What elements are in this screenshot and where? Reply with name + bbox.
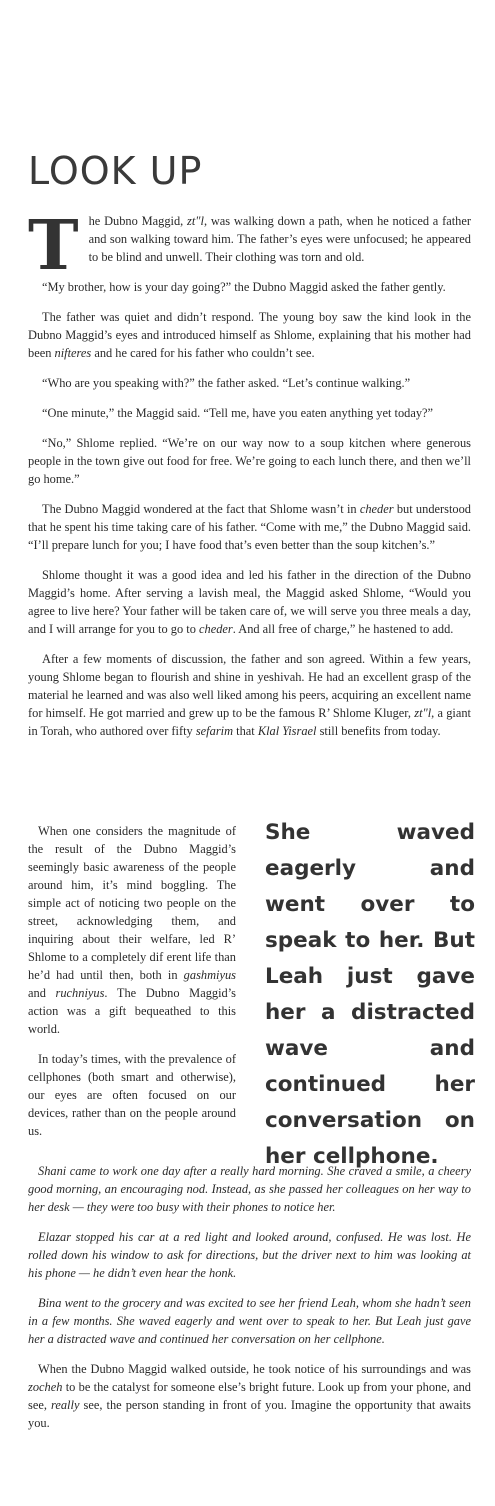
text-run: After a few moments of discussion, the father and son agreed. Within a few years, young Shlome began to flourish and shine in yeshivah. He had an excellent grasp of the material he learned and was also well liked among his peers, acquiring an excellent name for himself. He got married and grew up to be the famous R’ Shlome Kluger, — [28, 652, 471, 720]
intro-section — [28, 206, 471, 752]
text-run-italic: nifteres — [54, 346, 92, 360]
pull-quote: She waved eagerly and went over to speak to her. But Leah just gave her a distracted wave and continued her conversation on her cellphone. — [265, 820, 475, 1169]
text-run: and he cared for his father who couldn’t see. — [91, 346, 315, 360]
intro-paragraph-9 — [28, 650, 471, 740]
text-run-italic: really — [51, 1398, 80, 1412]
intro-paragraph-3 — [28, 308, 471, 362]
intro-paragraph-1 — [28, 206, 471, 286]
story-paragraph-3: Bina went to the grocery and was excited to see her friend Leah, whom she hadn’t seen in a few months. She waved eagerly and went over to speak to her. But Leah just gave her a distracted wave and continued her conversation on her cellphone. — [28, 1296, 471, 1346]
story-paragraph-1: Shani came to work one day after a really hard morning. She craved a smile, a cheery good morning, an encouraging nod. Instead, as she passed her colleagues on her way to her desk — they were too busy with their phones to notice her. — [28, 1164, 471, 1214]
text-run: still benefits from today. — [316, 724, 441, 738]
text-run: The Dubno Maggid wondered at the fact that Shlome wasn’t in — [42, 502, 360, 516]
text-run: , a giant in Torah, who authored over fifty — [28, 706, 471, 738]
text-run: . The Dubno Maggid’s action was a gift bequeathed to this world. — [28, 986, 236, 1036]
intro-paragraph-7 — [28, 500, 471, 554]
left-column — [28, 822, 236, 1152]
intro-paragraph-6: “No,” Shlome replied. “We’re on our way now to a soup kitchen where generous people in the town give out food for free. We’re going to each lunch there, and then we’ll go home.” — [28, 436, 471, 486]
bottom-section — [28, 1162, 471, 1444]
text-run: . And all free of charge,” he hastened to add. — [232, 622, 454, 636]
text-run-italic: cheder — [359, 502, 394, 516]
text-run-italic: cheder — [199, 622, 233, 636]
story-paragraph-2: Elazar stopped his car at a red light and looked around, confused. He was lost. He rolled down his window to ask for directions, but the driver next to him was looking at his phone — he didn’t even hear the honk. — [28, 1230, 471, 1280]
text-run: The father was quiet and didn’t respond. The young boy saw the kind look in the Dubno Maggid’s eyes and introduced himself as Shlome, explaining that his mother had been — [28, 310, 471, 360]
text-run: that — [233, 724, 258, 738]
text-run-italic: gashmiyus — [183, 968, 236, 982]
text-run-italic: zocheh — [28, 1380, 63, 1394]
text-run: and — [28, 986, 56, 1000]
text-run: When one considers the magnitude of the result of the Dubno Maggid’s seemingly basic awareness of the people around him, it’s mind boggling. The simple act of noticing two people on the street, acknowledging them, and inquiring about their welfare, led R’ Shlome to a completely dif erent life than he’d had until then, both in — [28, 824, 236, 982]
drop-cap: T — [28, 206, 79, 286]
left-paragraph-2: In today’s times, with the prevalence of cellphones (both smart and otherwise), our eyes are often focused on our devices, rather than on the people around us. — [28, 1052, 236, 1138]
closing-paragraph — [28, 1360, 471, 1432]
intro-paragraph-2: “My brother, how is your day going?” the Dubno Maggid asked the father gently. — [42, 280, 446, 294]
text-run-italic: sefarim — [195, 724, 234, 738]
text-run: but understood that he spent his time taking care of his father. “Come with me,” the Dubno Maggid said. “I’ll prepare lunch for you; I have food that’s even better than the soup kitchen’s.” — [28, 502, 471, 552]
text-run-italic: zt"l — [414, 706, 432, 720]
text-run: he Dubno Maggid, — [88, 214, 188, 228]
text-run: Shlome thought it was a good idea and led his father in the direction of the Dubno Maggid’s home. After serving a lavish meal, the Maggid asked Shlome, “Would you agree to live here? Your father will be taken care of, we will serve you three meals a day, and I will arrange for you to go to — [28, 568, 471, 636]
intro-paragraph-8 — [28, 566, 471, 638]
text-run: to be the catalyst for someone else’s bright future. Look up from your phone, and see, — [28, 1380, 471, 1412]
text-run-italic: Klal Yisrael — [257, 724, 317, 738]
intro-paragraph-4: “Who are you speaking with?” the father asked. “Let’s continue walking.” — [42, 376, 411, 390]
left-paragraph-1 — [28, 822, 236, 1038]
article-title: LOOK UP — [28, 149, 203, 193]
text-run: , was walking down a path, when he noticed a father and son walking toward him. The father’s eyes were unfocused; he appeared to be blind and unwell. Their clothing was torn and old. — [88, 214, 471, 264]
text-run: see, the person standing in front of you. Imagine the opportunity that awaits you. — [28, 1398, 471, 1430]
text-run-italic: zt"l — [187, 214, 204, 228]
text-run-italic: ruchniyus — [55, 986, 105, 1000]
text-run: When the Dubno Maggid walked outside, he took notice of his surroundings and was — [38, 1362, 471, 1376]
intro-paragraph-5: “One minute,” the Maggid said. “Tell me, have you eaten anything yet today?” — [42, 406, 434, 420]
